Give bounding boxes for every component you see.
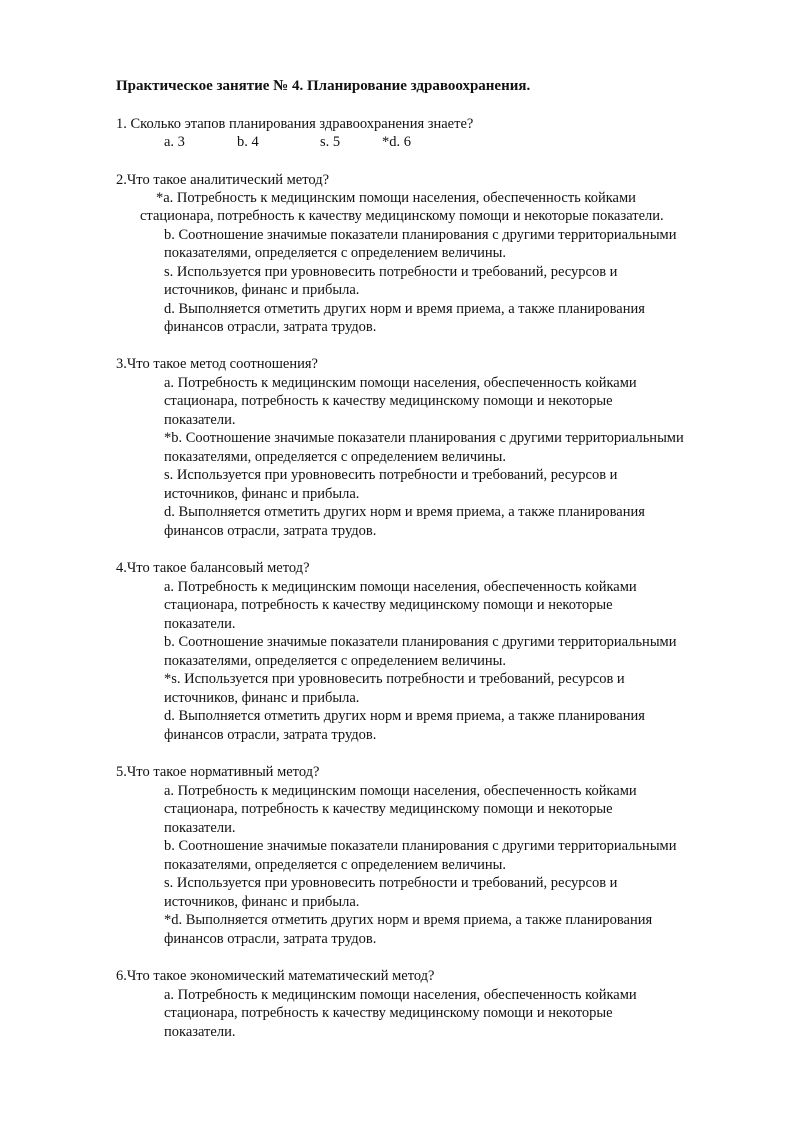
q4-option-d-line1: d. Выполняется отметить других норм и время приема, а также планирования <box>164 708 645 724</box>
q3-option-s-line2: источников, финанс и прибыла. <box>164 486 360 502</box>
q6-option-a-line1: a. Потребность к медицинским помощи населения, обеспеченность койками <box>164 987 637 1003</box>
question-3-text: 3.Что такое метод соотношения? <box>116 356 318 372</box>
q2-option-a-line1: *a. Потребность к медицинским помощи населения, обеспеченность койками <box>156 190 636 206</box>
q4-option-d-line2: финансов отрасли, затрата трудов. <box>164 727 377 743</box>
q1-option-a: a. 3 <box>164 134 185 150</box>
q4-option-b-line1: b. Соотношение значимые показатели планирования с другими территориальными <box>164 634 677 650</box>
q2-option-d-line2: финансов отрасли, затрата трудов. <box>164 319 377 335</box>
q5-option-a-line3: показатели. <box>164 820 236 836</box>
document-title: Практическое занятие № 4. Планирование здравоохранения. <box>116 78 531 94</box>
q3-option-d-line1: d. Выполняется отметить других норм и время приема, а также планирования <box>164 504 645 520</box>
q1-option-s: s. 5 <box>320 134 341 150</box>
q3-option-a-line1: a. Потребность к медицинским помощи населения, обеспеченность койками <box>164 375 637 391</box>
q4-option-s-line2: источников, финанс и прибыла. <box>164 690 360 706</box>
q2-option-b-line2: показателями, определяется с определением величины. <box>164 245 507 261</box>
q5-option-s-line2: источников, финанс и прибыла. <box>164 894 360 910</box>
q5-option-a-line2: стационара, потребность к качеству медицинскому помощи и некоторые <box>164 801 613 817</box>
q3-option-s-line1: s. Используется при уровновесить потребности и требований, ресурсов и <box>164 467 618 483</box>
q2-option-s-line1: s. Используется при уровновесить потребности и требований, ресурсов и <box>164 264 618 280</box>
question-4-text: 4.Что такое балансовый метод? <box>116 560 310 576</box>
q6-option-a-line2: стационара, потребность к качеству медицинскому помощи и некоторые <box>164 1005 613 1021</box>
q1-option-d: *d. 6 <box>382 134 411 150</box>
question-1-text: 1. Сколько этапов планирования здравоохранения знаете? <box>116 116 474 132</box>
q3-option-a-line2: стационара, потребность к качеству медицинскому помощи и некоторые <box>164 393 613 409</box>
q4-option-s-line1: *s. Используется при уровновесить потребности и требований, ресурсов и <box>164 671 625 687</box>
q3-option-d-line2: финансов отрасли, затрата трудов. <box>164 523 377 539</box>
question-1-options <box>164 133 464 151</box>
question-6-text: 6.Что такое экономический математический метод? <box>116 968 435 984</box>
q4-option-b-line2: показателями, определяется с определением величины. <box>164 653 507 669</box>
q5-option-s-line1: s. Используется при уровновесить потребности и требований, ресурсов и <box>164 875 618 891</box>
q3-option-b-line1: *b. Соотношение значимые показатели планирования с другими территориальными <box>164 430 684 446</box>
q2-option-d-line1: d. Выполняется отметить других норм и время приема, а также планирования <box>164 301 645 317</box>
q2-option-b-line1: b. Соотношение значимые показатели планирования с другими территориальными <box>164 227 677 243</box>
q4-option-a-line3: показатели. <box>164 616 236 632</box>
q4-option-a-line1: a. Потребность к медицинским помощи населения, обеспеченность койками <box>164 579 637 595</box>
q5-option-d-line1: *d. Выполняется отметить других норм и время приема, а также планирования <box>164 912 653 928</box>
q4-option-a-line2: стационара, потребность к качеству медицинскому помощи и некоторые <box>164 597 613 613</box>
q6-option-a-line3: показатели. <box>164 1024 236 1040</box>
question-5-text: 5.Что такое нормативный метод? <box>116 764 320 780</box>
question-2-text: 2.Что такое аналитический метод? <box>116 172 330 188</box>
q3-option-b-line2: показателями, определяется с определением величины. <box>164 449 507 465</box>
q5-option-a-line1: a. Потребность к медицинским помощи населения, обеспеченность койками <box>164 783 637 799</box>
q2-option-a-line2: стационара, потребность к качеству медицинскому помощи и некоторые показатели. <box>140 208 664 224</box>
q5-option-d-line2: финансов отрасли, затрата трудов. <box>164 931 377 947</box>
q1-option-b: b. 4 <box>237 134 259 150</box>
q2-option-s-line2: источников, финанс и прибыла. <box>164 282 360 298</box>
q5-option-b-line1: b. Соотношение значимые показатели планирования с другими территориальными <box>164 838 677 854</box>
q3-option-a-line3: показатели. <box>164 412 236 428</box>
q5-option-b-line2: показателями, определяется с определением величины. <box>164 857 507 873</box>
